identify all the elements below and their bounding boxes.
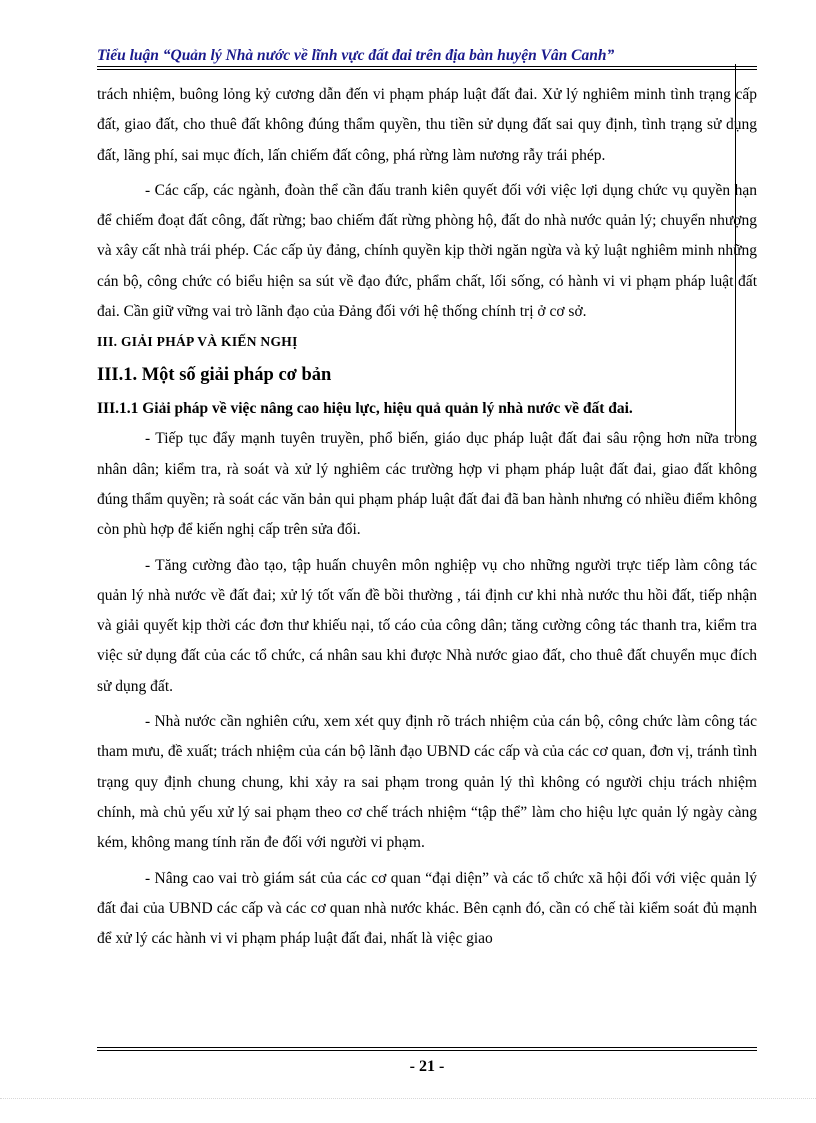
page-edge-dotted-line bbox=[0, 1098, 816, 1099]
document-body bbox=[97, 80, 757, 954]
body-paragraph: - Nâng cao vai trò giám sát của các cơ quan “đại diện” và các tổ chức xã hội đối với việc quản lý đất đai của UBND các cấp và các cơ quan nhà nước khác. Bên cạnh đó, cần có chế tài kiểm soát đủ mạnh để xử lý các hành vi vi phạm pháp luật đất đai, nhất là việc giao bbox=[97, 869, 757, 948]
body-paragraph: - Tăng cường đào tạo, tập huấn chuyên môn nghiệp vụ cho những người trực tiếp làm công tác quản lý nhà nước về đất đai; xử lý tốt vấn đề bồi thường , tái định cư khi nhà nước thu hồi đất, tiếp nhận và giải quyết kịp thời các đơn thư khiếu nại, tố cáo của công dân; tăng cường công tác thanh tra, kiểm tra việc sử dụng đất của các tổ chức, cá nhân sau khi được Nhà nước giao đất, cho thuê đất chuyển mục đích sử dụng đất. bbox=[97, 556, 757, 695]
body-paragraph: - Tiếp tục đẩy mạnh tuyên truyền, phổ biến, giáo dục pháp luật đất đai sâu rộng hơn nữa trong nhân dân; kiểm tra, rà soát và xử lý nghiêm các trường hợp vi phạm pháp luật đất đai, giao đất không đúng thẩm quyền; rà soát các văn bản qui phạm pháp luật đất đai đã ban hành nhưng có nhiều điểm không còn phù hợp để kiến nghị cấp trên sửa đổi. bbox=[97, 430, 757, 539]
body-paragraph-continued: trách nhiệm, buông lỏng kỷ cương dẫn đến vi phạm pháp luật đất đai. Xử lý nghiêm minh tình trạng cấp đất, giao đất, cho thuê đất không đúng thẩm quyền, thu tiền sử dụng đất sai quy định, tình trạng sử dụng đất, lãng phí, sai mục đích, lấn chiếm đất công, phá rừng làm nương rẫy trái phép. bbox=[97, 86, 757, 164]
running-header-title: Tiểu luận “Quản lý Nhà nước về lĩnh vực đất đai trên địa bàn huyện Vân Canh” bbox=[97, 47, 615, 64]
body-paragraph: - Nhà nước cần nghiên cứu, xem xét quy định rõ trách nhiệm của cán bộ, công chức làm công tác tham mưu, đề xuất; trách nhiệm của cán bộ lãnh đạo UBND các cấp và của các cơ quan, đơn vị, tránh tình trạng quy định chung chung, khi xảy ra sai phạm trong quản lý thì không có người chịu trách nhiệm chính, mà chủ yếu xử lý sai phạm theo cơ chế trách nhiệm “tập thể” làm cho hiệu lực quản lý ngày càng kém, không mang tính răn đe đối với người vi phạm. bbox=[97, 713, 757, 852]
body-paragraph: - Các cấp, các ngành, đoàn thể cần đấu tranh kiên quyết đối với việc lợi dụng chức vụ quyền hạn để chiếm đoạt đất công, đất rừng; bao chiếm đất rừng phòng hộ, đất do nhà nước quản lý; chuyển nhượng và xây cất nhà trái phép. Các cấp ủy đảng, chính quyền kịp thời ngăn ngừa và kỷ luật nghiêm minh những cán bộ, công chức có biểu hiện sa sút về đạo đức, phẩm chất, lối sống, có hành vi vi phạm pháp luật đất đai. Cần giữ vững vai trò lãnh đạo của Đảng đối với hệ thống chính trị ở cơ sở. bbox=[97, 181, 757, 321]
footer-rule-secondary bbox=[97, 1050, 757, 1051]
footer-rule bbox=[97, 1047, 757, 1048]
header-rule-secondary bbox=[97, 69, 757, 70]
subsubsection-heading: III.1.1 Giải pháp về việc nâng cao hiệu lực, hiệu quả quản lý nhà nước về đất đai. bbox=[97, 400, 633, 418]
subsection-heading: III.1. Một số giải pháp cơ bản bbox=[97, 365, 332, 386]
section-heading: III. GIẢI PHÁP VÀ KIẾN NGHỊ bbox=[97, 334, 298, 350]
header-rule bbox=[97, 66, 757, 67]
page-number: - 21 - bbox=[409, 1058, 445, 1075]
